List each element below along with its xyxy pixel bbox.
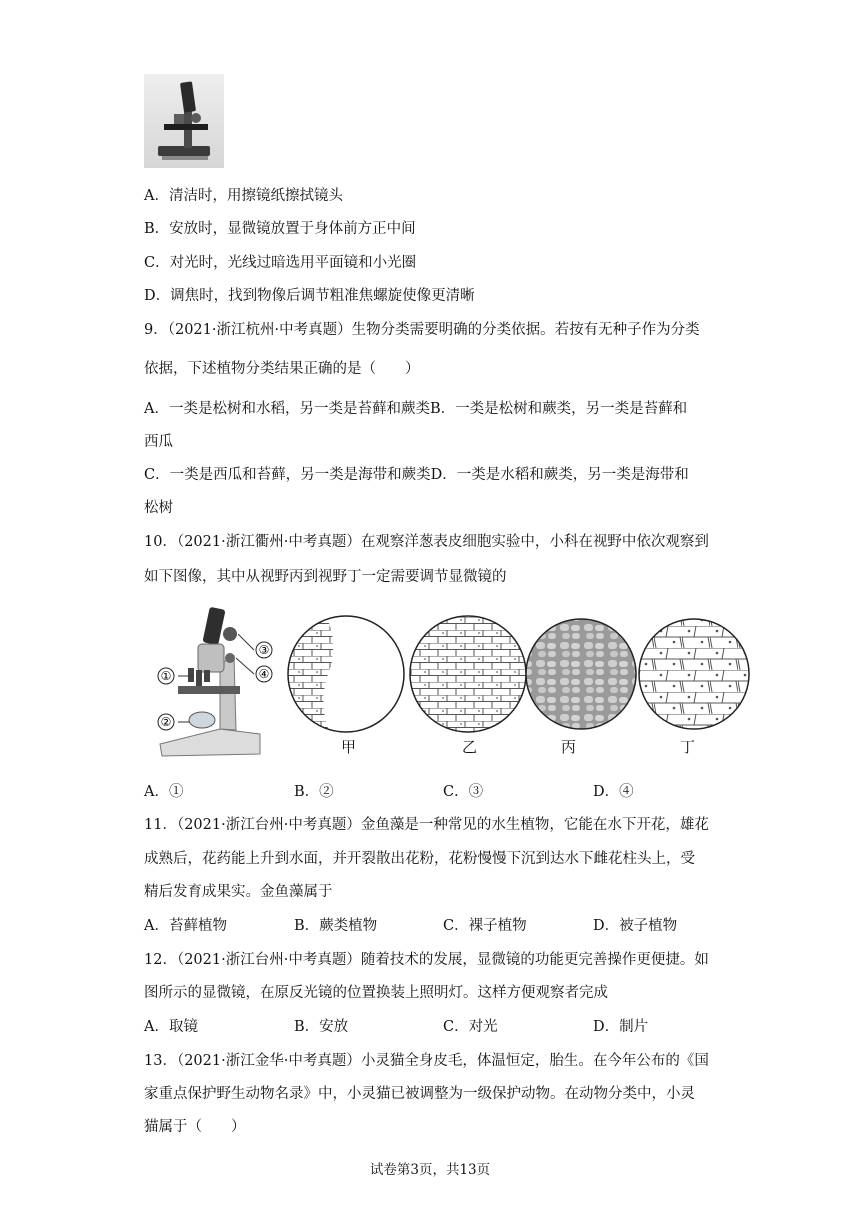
q9-options-line4: 松树	[144, 500, 173, 516]
q8-option-b: B．安放时，显微镜放置于身体前方正中间	[144, 221, 416, 237]
q11-stem-line2: 成熟后，花药能上升到水面，并开裂散出花粉，花粉慢慢下沉到达水下雌花柱头上，受	[144, 851, 695, 867]
label-1: ①	[160, 669, 172, 683]
view-yi	[410, 616, 526, 732]
q12-option-c: C．对光	[443, 1019, 498, 1035]
q13-stem-line1: 13．（2021·浙江金华·中考真题）小灵猫全身皮毛，体温恒定，胎生。在今年公布的《国	[144, 1053, 709, 1069]
caption-bing: 丙	[561, 738, 577, 756]
q10-figure	[150, 604, 750, 764]
q11-stem-line3: 精后发育成果实。金鱼藻属于	[144, 884, 333, 900]
label-3: ③	[258, 643, 270, 657]
q10-option-d: D．④	[593, 784, 634, 800]
q11-option-d: D．被子植物	[593, 918, 678, 934]
q10-option-b: B．②	[294, 784, 334, 800]
label-4: ④	[258, 667, 270, 681]
q12-option-d: D．制片	[593, 1019, 649, 1035]
q12-option-b: B．安放	[294, 1019, 349, 1035]
microscope-photo	[144, 74, 224, 168]
q9-options-line1: A．一类是松树和水稻，另一类是苔藓和蕨类B．一类是松树和蕨类，另一类是苔藓和	[144, 401, 688, 417]
q13-stem-line3: 猫属于（ ）	[144, 1119, 246, 1135]
q12-stem-line1: 12．（2021·浙江台州·中考真题）随着技术的发展，显微镜的功能更完善操作更便捷。如	[144, 952, 709, 968]
view-ding	[639, 619, 749, 729]
q10-option-a: A．①	[144, 784, 184, 800]
q10-figure-svg	[150, 604, 750, 764]
q13-stem-line2: 家重点保护野生动物名录》中，小灵猫已被调整为一级保护动物。在动物分类中，小灵	[144, 1086, 695, 1102]
label-2: ②	[160, 715, 172, 729]
view-bing	[526, 619, 636, 729]
q11-option-a: A．苔藓植物	[144, 918, 227, 934]
q9-stem-line2: 依据，下述植物分类结果正确的是（ ）	[144, 361, 420, 377]
q8-option-c: C．对光时，光线过暗选用平面镜和小光圈	[144, 255, 417, 271]
q10-stem-line2: 如下图像，其中从视野丙到视野丁一定需要调节显微镜的	[144, 569, 507, 585]
q10-option-c: C．③	[443, 784, 484, 800]
q11-stem-line1: 11．（2021·浙江台州·中考真题）金鱼藻是一种常见的水生植物，它能在水下开花，雄花	[144, 817, 709, 833]
q9-options-line3: C．一类是西瓜和苔藓，另一类是海带和蕨类D．一类是水稻和蕨类，另一类是海带和	[144, 467, 689, 483]
caption-ding: 丁	[680, 738, 696, 756]
q11-option-c: C．裸子植物	[443, 918, 527, 934]
q9-options-line2: 西瓜	[144, 434, 173, 450]
view-jia	[288, 614, 404, 734]
caption-jia: 甲	[341, 738, 357, 756]
caption-yi: 乙	[462, 738, 478, 756]
q9-stem-line1: 9．（2021·浙江杭州·中考真题）生物分类需要明确的分类依据。若按有无种子作为分类	[144, 322, 700, 338]
q8-option-d: D．调焦时，找到物像后调节粗准焦螺旋使像更清晰	[144, 288, 475, 304]
q10-stem-line1: 10．（2021·浙江衢州·中考真题）在观察洋葱表皮细胞实验中，小科在视野中依次观察到	[144, 534, 709, 550]
microscope-diagram	[158, 607, 272, 756]
q12-option-a: A．取镜	[144, 1019, 198, 1035]
q12-stem-line2: 图所示的显微镜，在原反光镜的位置换装上照明灯。这样方便观察者完成	[144, 985, 608, 1001]
page-footer: 试卷第3页，共13页	[369, 1162, 491, 1178]
q8-option-a: A．清洁时，用擦镜纸擦拭镜头	[144, 188, 343, 204]
q11-option-b: B．蕨类植物	[294, 918, 378, 934]
